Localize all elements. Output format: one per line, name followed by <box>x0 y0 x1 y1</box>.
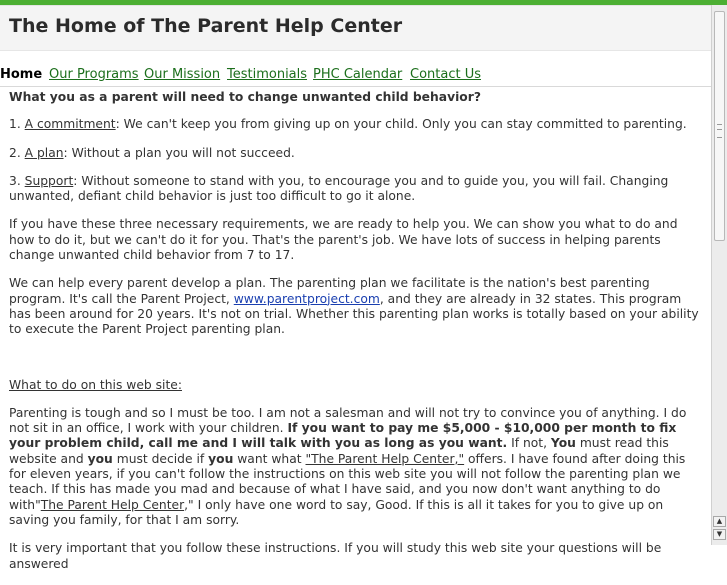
scrollbar-thumb[interactable] <box>714 11 725 241</box>
vertical-scrollbar[interactable] <box>711 5 727 545</box>
section-heading: What to do on this web site: <box>9 377 182 392</box>
text: Parenting is tough and so I must be too. I am not a salesman and will not try to convince you of anything. I do not sit in an office, I work with your children. <box>9 405 687 436</box>
parent-project-link[interactable]: www.parentproject.com <box>233 291 380 306</box>
bold-you: You <box>550 436 576 451</box>
bold-you: you <box>208 451 234 466</box>
nav-home[interactable]: Home <box>0 67 43 82</box>
item-text: : We can't keep you from giving up on your child. Only you can stay committed to parenting. <box>115 117 687 132</box>
scroll-up-icon[interactable]: ▲ <box>713 516 726 527</box>
scroll-down-icon[interactable]: ▼ <box>713 529 726 540</box>
site-header <box>0 6 711 51</box>
item-term: A plan <box>24 145 64 160</box>
plan-text: We can help every parent develop a plan. The parenting plan we facilitate is the nation's best parenting program. It's call the Parent Project, <box>9 276 650 306</box>
nav-testimonials[interactable]: Testimonials <box>227 67 308 82</box>
tough-paragraph <box>9 406 703 528</box>
item-text: : Without a plan you will not succeed. <box>63 145 295 160</box>
text: , <box>543 436 551 451</box>
text: offers. I have found after doing this for eleven years, if you can't follow the instructions on this web site you will not follow the parenting plan we teach. If this has made you mad and because of what I have said, and you now don't want anything to do with" <box>9 451 686 512</box>
requirement-support <box>9 174 703 205</box>
nav-our-programs[interactable]: Our Programs <box>49 67 139 82</box>
bold-offer: If you want to pay me $5,000 - $10,000 per month to fix your problem child, call me and I will talk with you as long as you want. <box>9 421 677 451</box>
help-paragraph: If you have these three necessary requirements, we are ready to help you. We can show you what to do and how to do it, but we can't do it for you. That's the parent's job. We have lots of success in helping parents change unwanted child behavior from 7 to 17. <box>9 217 678 263</box>
text: If not <box>507 436 544 451</box>
plan-paragraph <box>9 276 703 337</box>
phc-name: "The Parent Help Center," <box>305 451 465 466</box>
bold-you: you <box>87 451 113 466</box>
nav-phc-calendar[interactable]: PHC Calendar <box>313 67 403 82</box>
text: must read this website and <box>9 436 669 466</box>
instructions-paragraph: It is very important that you follow these instructions. If you will study this web site your questions will be answered <box>9 541 662 571</box>
intro-question: What you as a parent will need to change unwanted child behavior? <box>9 90 481 104</box>
item-text: : Without someone to stand with you, to encourage you and to guide you, you will fail. Changing unwanted, defiant child behavior is just too difficult to go it alone. <box>9 173 669 204</box>
requirement-plan <box>9 146 703 161</box>
item-number: 2. <box>9 145 21 160</box>
item-number: 3. <box>9 173 21 188</box>
nav-contact-us[interactable]: Contact Us <box>410 67 481 82</box>
main-nav <box>0 62 711 87</box>
item-term: Support <box>24 173 74 188</box>
item-term: A commitment <box>24 117 116 132</box>
spacer <box>9 351 703 378</box>
site-title: The Home of The Parent Help Center <box>9 15 403 37</box>
text: must decide if <box>112 451 209 466</box>
text: want what <box>233 451 306 466</box>
nav-our-mission[interactable]: Our Mission <box>144 67 221 82</box>
item-number: 1. <box>9 117 21 132</box>
plan-text-cont: , and they are already in 32 states. This program has been around for 20 years. It's not on trial. Whether this parenting plan works is totally based on your ability to execute the Parent Project parenting plan. <box>9 291 699 337</box>
text: ," I only have one word to say, Good. If this is all it takes for you to give up on saving you family, for that I am sorry. <box>9 497 664 527</box>
requirement-commitment <box>9 117 703 132</box>
main-content <box>9 90 703 585</box>
grip-icon <box>717 124 722 138</box>
phc-name: The Parent Help Center <box>40 497 185 512</box>
